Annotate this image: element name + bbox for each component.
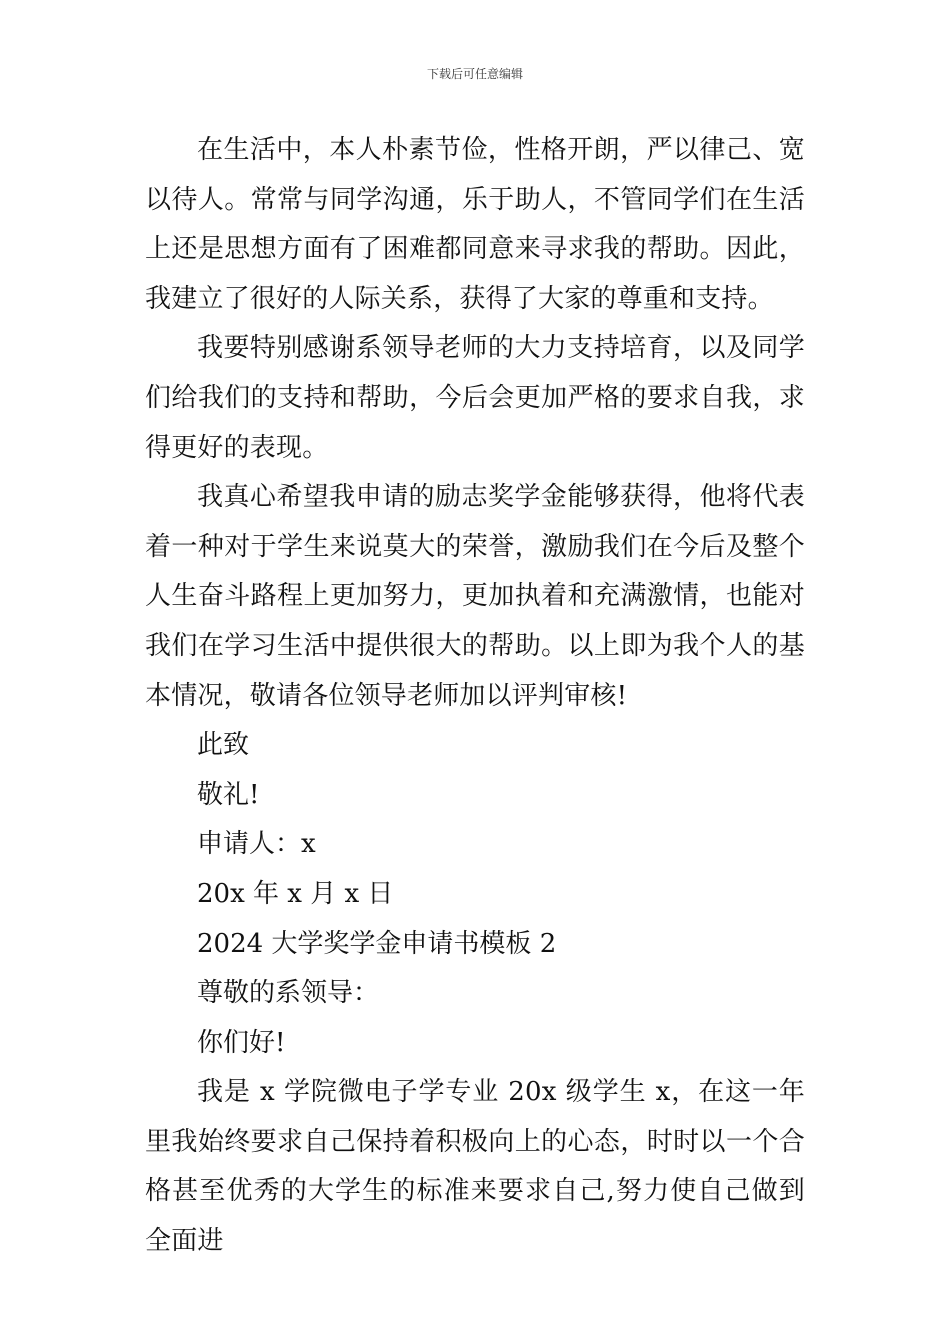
salutation-line: 尊敬的系领导： — [197, 978, 380, 1009]
document-body — [145, 126, 805, 1267]
closing-line-2: 敬礼! — [197, 779, 260, 810]
paragraph-life: 在生活中，本人朴素节俭，性格开朗，严以律己、宽以待人。常常与同学沟通，乐于助人，不管同学们在生活上还是思想方面有了困难都同意来寻求我的帮助。因此，我建立了很好的人际关系，获得了大家的尊重和支持。 — [145, 135, 805, 314]
paragraph-intro: 我是 x 学院微电子学专业 20x 级学生 x，在这一年里我始终要求自己保持着积极向上的心态，时时以一个合格甚至优秀的大学生的标准来要求自己,努力使自己做到全面进 — [145, 1077, 805, 1257]
page-header: 下载后可任意编辑 — [426, 67, 523, 81]
template-title: 2024 大学奖学金申请书模板 2 — [197, 928, 557, 959]
greeting-line: 你们好! — [197, 1027, 286, 1058]
closing-line-1: 此致 — [197, 730, 250, 761]
paragraph-hope: 我真心希望我申请的励志奖学金能够获得，他将代表着一种对于学生来说莫大的荣誉，激励我们在今后及整个人生奋斗路程上更加努力，更加执着和充满激情，也能对我们在学习生活中提供很大的帮助。以上即为我个人的基本情况，敬请各位领导老师加以评判审核! — [145, 482, 805, 711]
applicant-line: 申请人：x — [197, 829, 316, 860]
date-line: 20x 年 x 月 x 日 — [197, 878, 394, 909]
paragraph-thanks: 我要特别感谢系领导老师的大力支持培育，以及同学们给我们的支持和帮助，今后会更加严格的要求自我，求得更好的表现。 — [145, 333, 805, 463]
